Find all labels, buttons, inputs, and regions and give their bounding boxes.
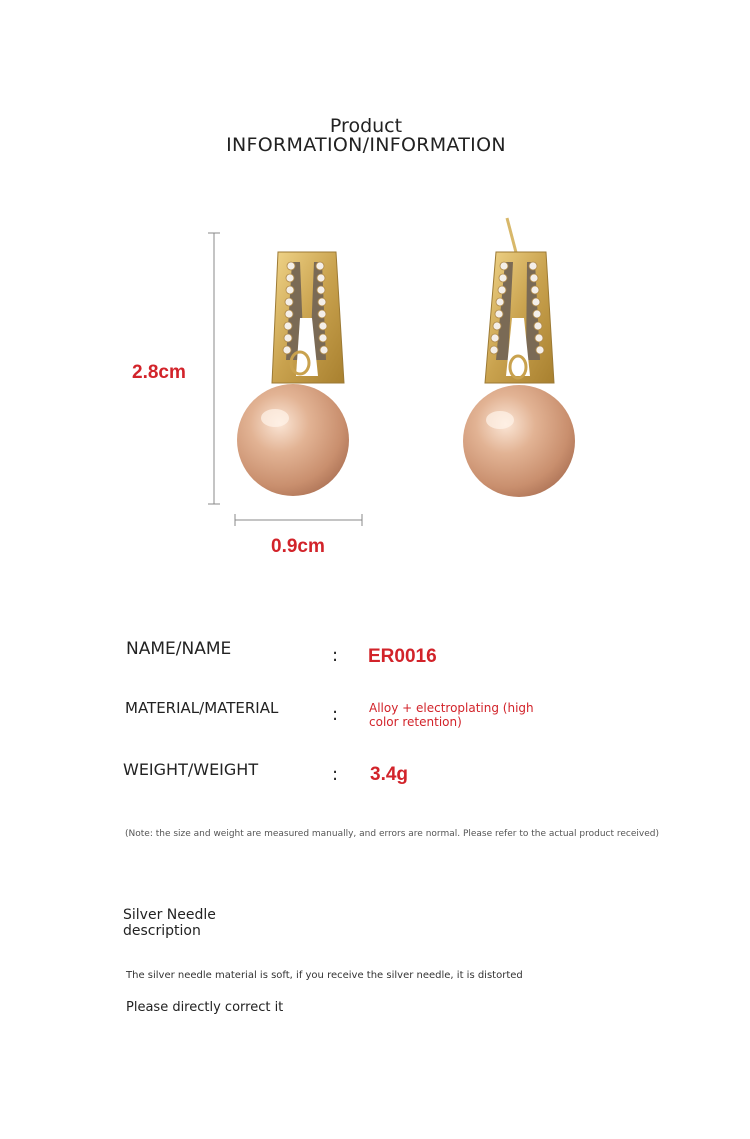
earring-front [237, 252, 349, 496]
height-dimension: 2.8cm [132, 362, 186, 383]
name-value: ER0016 [368, 646, 437, 667]
width-dimension: 0.9cm [271, 536, 325, 557]
weight-label: WEIGHT/WEIGHT [123, 760, 259, 779]
weight-colon: : [332, 764, 339, 785]
width-measure-line [235, 514, 362, 526]
measurement-note: (Note: the size and weight are measured manually, and errors are normal. Please refer to the actual product received) [125, 829, 660, 839]
material-colon: : [332, 704, 339, 725]
silver-needle-title-line1: Silver Needle [123, 907, 216, 923]
product-illustration [0, 200, 750, 530]
silver-needle-instruction: Please directly correct it [126, 1000, 284, 1015]
silver-needle-title [123, 907, 216, 939]
name-label: NAME/NAME [126, 639, 232, 659]
name-colon: : [332, 645, 339, 666]
silver-needle-text: The silver needle material is soft, if you receive the silver needle, it is distorted [126, 970, 523, 981]
weight-value: 3.4g [370, 764, 409, 785]
material-value-line1: Alloy + electroplating (high [369, 701, 534, 715]
header-information: INFORMATION/INFORMATION [226, 134, 506, 156]
material-label: MATERIAL/MATERIAL [125, 699, 279, 717]
height-measure-line [208, 233, 220, 504]
material-value [369, 701, 534, 729]
earring-side [463, 218, 575, 497]
silver-needle-title-line2: description [123, 923, 201, 939]
header-product: Product [329, 115, 403, 137]
material-value-line2: color retention) [369, 715, 462, 729]
